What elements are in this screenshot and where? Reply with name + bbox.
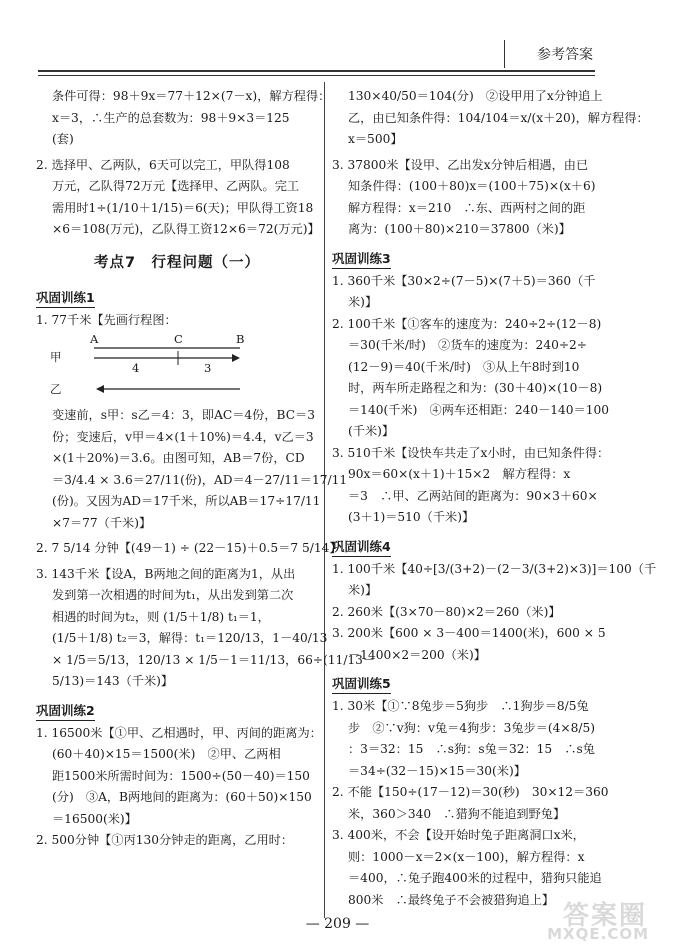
text-line: 米)】 xyxy=(348,583,378,597)
text-line: (3＋1)＝510（千米)】 xyxy=(348,510,475,524)
diagram-seg-4: 4 xyxy=(132,361,140,375)
text-line: 5/13)＝143（千米)】 xyxy=(52,674,174,688)
travel-diagram xyxy=(50,333,260,399)
watermark-logo xyxy=(495,897,665,943)
text-line: (60＋40)×15＝1500(米) ②甲、乙两相 xyxy=(52,747,281,761)
drill-heading-2: 巩固训练2 xyxy=(36,701,95,721)
text-line: 800米 ∴最终兔子不会被猎狗追上】 xyxy=(348,892,555,907)
text-line: × 1/5＝5/13，120/13 × 1/5－1＝11/13，66÷(11/13－ xyxy=(52,652,376,667)
text-line: 变速前，s甲：s乙＝4：3，即AC＝4份，BC＝3 xyxy=(52,408,315,422)
drill4-item3 xyxy=(332,623,606,666)
text-line: 1. 360千米【30×2÷(7－5)×(7＋5)＝360（千 xyxy=(332,273,596,288)
drill3-item1 xyxy=(332,271,600,314)
text-line: 需用时1÷(1/10＋1/15)＝6(天)；甲队得工资18 xyxy=(52,200,314,215)
column-divider xyxy=(324,82,325,918)
text-line: 2. 100千米【①客车的速度为：240÷2÷(12－8) xyxy=(332,316,602,331)
text-line: ＝400，∴兔子跑400米的过程中，猎狗只能追 xyxy=(348,871,602,885)
text-line: ×7＝77（千米)】 xyxy=(52,515,152,530)
text-line: 解方程得：x＝210 ∴东、西两村之间的距 xyxy=(348,200,586,215)
text-line: 2. 500分钟【①丙130分钟走的距离，乙用时： xyxy=(36,833,294,847)
header-rule xyxy=(38,70,595,72)
diagram-label-yi: 乙 xyxy=(50,382,62,396)
drill5-item2 xyxy=(332,782,609,825)
drill4-item2 xyxy=(332,602,600,624)
text-line: 条件可得：98＋9x＝77＋12×(7－x)，解方程得： xyxy=(52,89,331,103)
diagram-label-b: B xyxy=(236,332,245,346)
text-line: 米，360＞340 ∴猎狗不能追到野兔】 xyxy=(348,806,566,821)
drill1-item1 xyxy=(36,310,318,332)
text-line: 3. 400米，不会【设开始时兔子距离洞口x米， xyxy=(332,828,585,842)
header-title: 参考答案 xyxy=(537,47,593,63)
drill1-item1-cont xyxy=(36,405,348,534)
drill-heading-1: 巩固训练1 xyxy=(36,288,95,308)
text-line: ＝16500(米)】 xyxy=(52,811,137,826)
text-line: 90x＝60×(x＋1)＋15×2 解方程得：x xyxy=(348,467,571,481)
text-line: －1400×2＝200（米)】 xyxy=(348,647,486,662)
text-line: 2. 260米【(3×70－80)×2＝260（米)】 xyxy=(332,604,561,619)
text-line: 2. 选择甲、乙两队，6天可以完工，甲队得108 xyxy=(36,157,290,172)
diagram-label-a: A xyxy=(90,332,99,346)
text-line: (分) ③A，B两地间的距离为：(60＋50)×150 xyxy=(52,790,312,804)
drill2-item1 xyxy=(36,723,322,831)
text-line: (份)。又因为AD＝17千米，所以AB＝17÷17/11 xyxy=(52,494,321,508)
drill5-item1 xyxy=(332,696,600,782)
text-line: ：3＝32：15 ∴s狗：s兔＝32：15 ∴s兔 xyxy=(348,742,595,756)
text-line: (套) xyxy=(52,132,74,146)
text-line: 离为：(100＋80)×210＝37800（米)】 xyxy=(348,222,571,236)
diagram-label-c: C xyxy=(174,332,183,346)
text-line: ＝140(千米) ④两车还相距：240－140＝100 xyxy=(348,402,609,417)
text-line: 3. 510千米【设快车共走了x小时，由已知条件得： xyxy=(332,445,610,460)
text-line: x＝3，∴生产的总套数为：98＋9×3＝125 xyxy=(52,110,290,125)
text-line: (千米)】 xyxy=(348,424,395,438)
drill-heading-5: 巩固训练5 xyxy=(332,674,391,694)
watermark-cn: 答案圈 xyxy=(562,901,647,931)
text-line: ×6＝108(万元)，乙队得工资12×6＝72(万元)】 xyxy=(52,222,320,236)
text-line: 距1500米所需时间为：1500÷(50－40)＝150 xyxy=(52,768,310,783)
text-line: (12－9)＝40(千米/时) ③从上午8时到10 xyxy=(348,359,580,374)
text-line: x＝500】 xyxy=(348,132,403,146)
drill-heading-3: 巩固训练3 xyxy=(332,249,391,269)
text-line: ＝34÷(32－15)×15＝30(米)】 xyxy=(348,763,526,778)
diagram-seg-3: 3 xyxy=(204,361,212,375)
arrow-right-icon xyxy=(232,354,240,362)
text-line: 则：1000－x＝2×(x－100)，解方程得：x xyxy=(348,849,585,864)
text-line: 份；变速后，v甲＝4×(1＋10%)＝4.4，v乙＝3 xyxy=(52,429,314,444)
text-line: 相遇的时间为t₂，则 (1/5＋1/8) t₁＝1， xyxy=(52,609,270,624)
drill-heading-4: 巩固训练4 xyxy=(332,537,391,557)
answer-item-3 xyxy=(332,155,600,241)
text-line: 时，两车所走路程之和为：(30＋40)×(10－8) xyxy=(348,381,603,395)
text-line: 万元，乙队得72万元【选择甲、乙两队。完工 xyxy=(52,179,300,193)
text-line: (1/5＋1/8) t₂＝3，解得：t₁＝120/13，1－40/13 xyxy=(52,631,328,645)
right-column xyxy=(332,86,657,911)
text-line: ＝30(千米/时) ②货车的速度为：240÷2÷ xyxy=(348,338,588,352)
drill3-item2 xyxy=(332,314,609,443)
text-line: 2. 7 5/14 分钟【(49－1) ÷ (22－15)＋0.5＝7 5/14】 xyxy=(36,541,342,555)
section-title: 考点7 行程问题（一） xyxy=(93,254,261,271)
text-line: 米)】 xyxy=(348,295,378,309)
diagram-label-jia: 甲 xyxy=(50,350,62,364)
drill2-item2 xyxy=(36,830,318,852)
text-line: 乙，由已知条件得：104/104＝x/(x＋20)，解方程得： xyxy=(348,110,649,125)
left-top-lines xyxy=(36,86,331,151)
text-line: 知条件得：(100＋80)x＝(100＋75)×(x＋6) xyxy=(348,179,596,193)
arrow-left-icon xyxy=(96,385,104,393)
watermark-en: MXQE.COM xyxy=(547,925,649,943)
text-line: 1. 16500米【①甲、乙相遇时，甲、丙间的距离为： xyxy=(36,725,322,740)
text-line: 3. 143千米【设A，B两地之间的距离为1，从出 xyxy=(36,566,296,581)
text-line: ＝3/4.4 × 3.6＝27/11(份)，AD＝4－27/11＝17/11 xyxy=(52,472,348,487)
drill4-item1 xyxy=(332,559,657,602)
text-line: 130×40/50＝104(分) ②设甲用了x分钟追上 xyxy=(348,89,603,103)
text-line: 发到第一次相遇的时间为t₁，从出发到第二次 xyxy=(52,588,294,602)
text-line: 1. 30米【①∵8兔步＝5狗步 ∴1狗步＝8/5兔 xyxy=(332,699,589,713)
text-line: 1. 100千米【40÷[3/(3+2)－(2－3/(3+2)×3)]＝100（千 xyxy=(332,561,657,576)
text-line: 2. 不能【150÷(17－12)＝30(秒) 30×12＝360 xyxy=(332,785,609,799)
right-top-lines xyxy=(332,86,649,151)
text-line: ×(1＋20%)＝3.6。由图可知，AB＝7份，CD xyxy=(52,451,305,465)
drill3-item3 xyxy=(332,443,610,529)
answer-item-2 xyxy=(36,155,318,241)
text-line: ＝3 ∴甲、乙两站间的距离为：90×3＋60× xyxy=(348,488,598,503)
drill1-item2 xyxy=(36,538,342,560)
text-line: 3. 200米【600 × 3－400＝1400(米)，600 × 5 xyxy=(332,626,606,640)
page-number: — 209 — xyxy=(305,916,370,932)
header-rule-thin xyxy=(38,75,595,76)
text-line: 3. 37800米【设甲、乙出发x分钟后相遇，由已 xyxy=(332,157,589,172)
text-line: 1. 77千米【先画行程图： xyxy=(36,312,177,327)
text-line: 步 ②∵v狗：v兔＝4狗步：3兔步＝(4×8/5) xyxy=(348,720,595,735)
